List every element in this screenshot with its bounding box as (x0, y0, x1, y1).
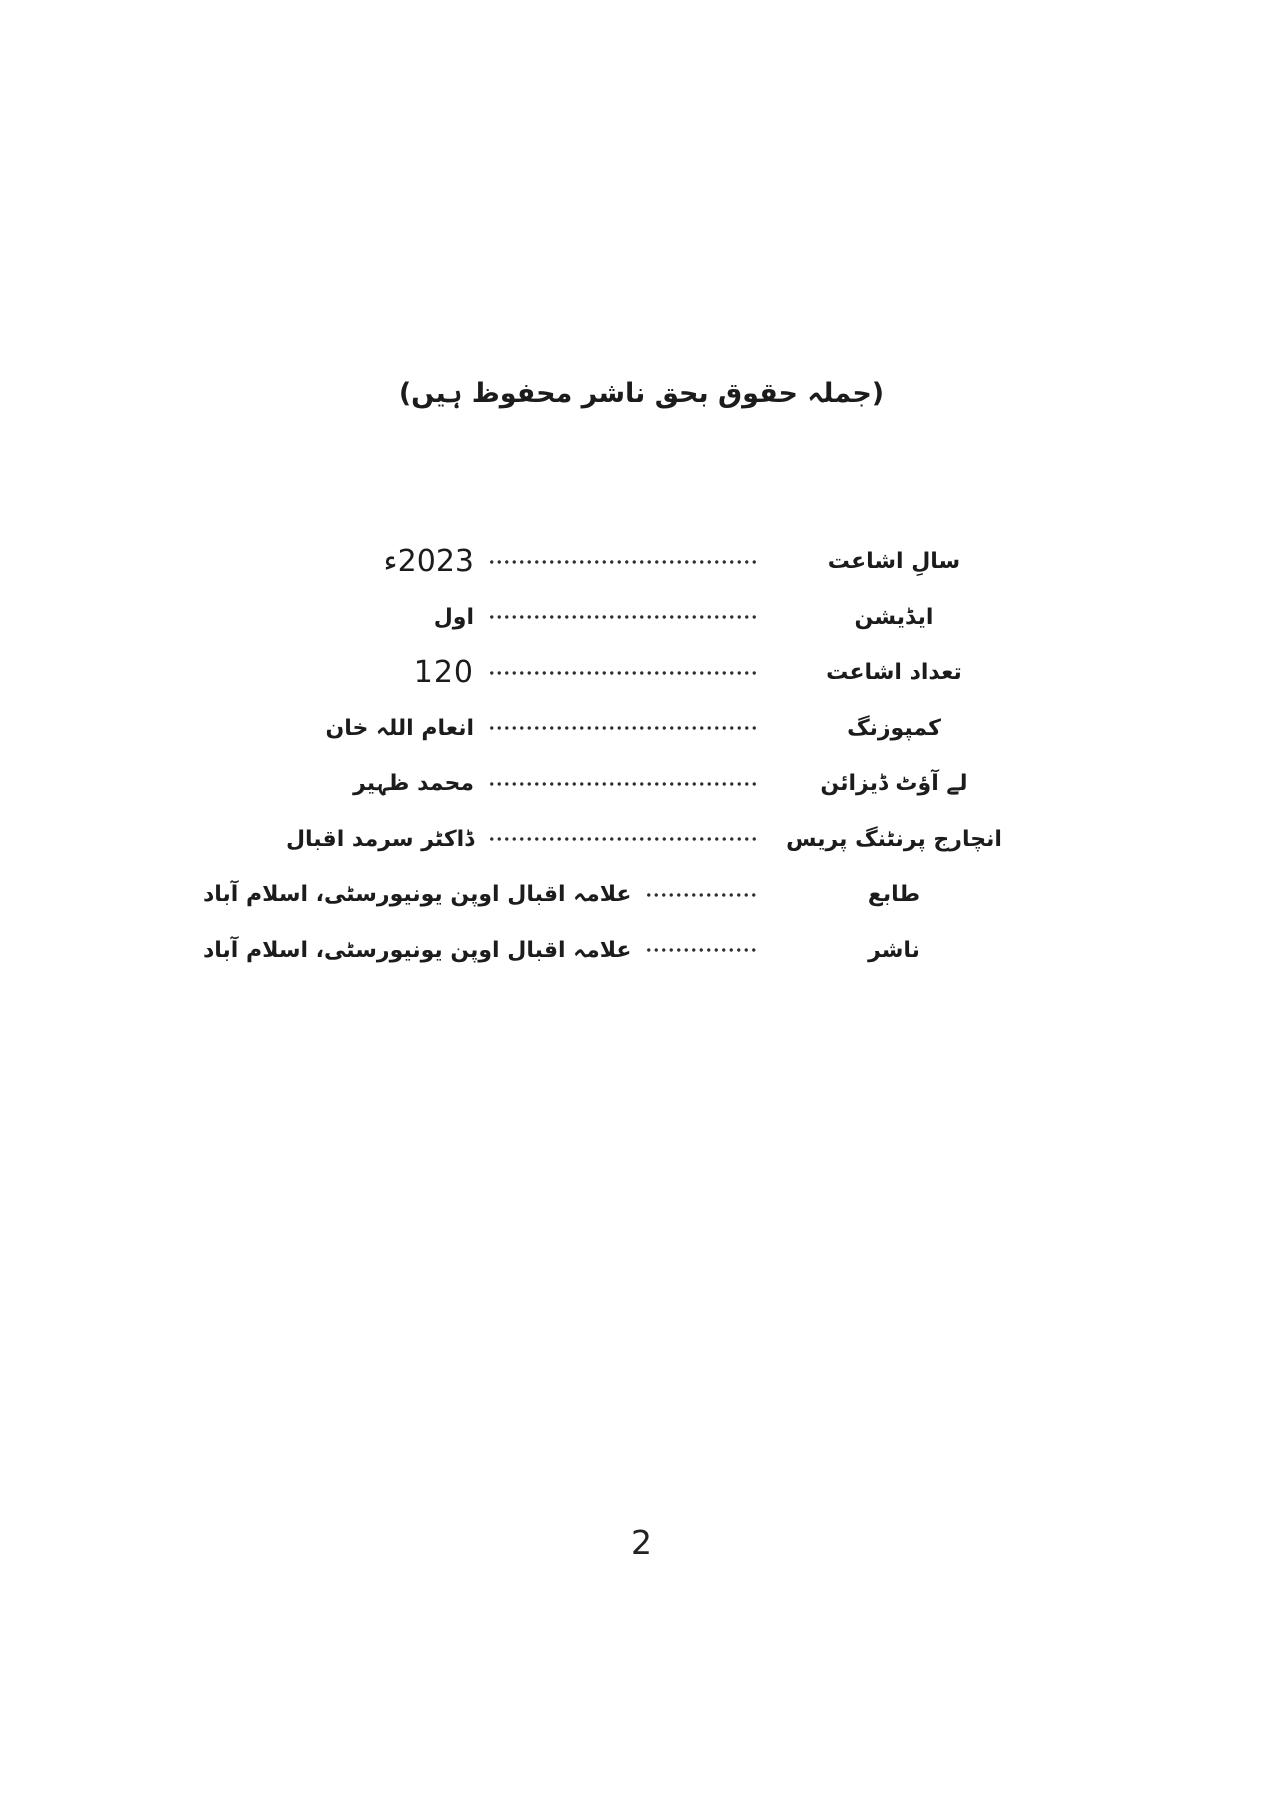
table-row (203, 534, 1018, 590)
publication-year-value: 2023ء (383, 544, 474, 580)
printer-value: علامہ اقبال اوپن یونیورسٹی، اسلام آباد (203, 882, 632, 908)
dotted-leader (488, 559, 756, 565)
print-run-label: تعداد اشاعت (826, 660, 962, 686)
table-row (203, 645, 1018, 701)
edition-value: اول (433, 604, 474, 630)
dotted-leader (488, 670, 756, 676)
dotted-leader (488, 836, 756, 842)
dotted-leader (488, 614, 756, 620)
layout-design-label: لے آؤٹ ڈیزائن (820, 771, 968, 797)
table-row (203, 701, 1018, 757)
table-row (203, 756, 1018, 812)
dotted-leader (645, 892, 756, 898)
dotted-leader (488, 725, 756, 731)
printing-press-incharge-label: انچارج پرنٹنگ پریس (786, 826, 1002, 852)
table-row (203, 867, 1018, 923)
publisher-value: علامہ اقبال اوپن یونیورسٹی، اسلام آباد (203, 937, 632, 963)
layout-design-value: محمد ظہیر (353, 771, 474, 797)
table-row (203, 812, 1018, 868)
dotted-leader (645, 947, 756, 953)
composing-value: انعام اللہ خان (325, 715, 474, 741)
table-row (203, 923, 1018, 979)
edition-label: ایڈیشن (854, 604, 934, 630)
table-row (203, 590, 1018, 646)
dotted-leader (488, 781, 756, 787)
page-number: 2 (631, 1523, 652, 1562)
publication-year-label: سالِ اشاعت (827, 549, 961, 575)
publication-details-table (203, 534, 1018, 978)
rights-reserved-heading: (جملہ حقوق بحق ناشر محفوظ ہیں) (398, 378, 885, 409)
printing-press-incharge-value: ڈاکٹر سرمد اقبال (285, 826, 474, 852)
printer-label: طابع (867, 882, 921, 908)
publisher-label: ناشر (868, 937, 920, 963)
print-run-value: 120 (413, 655, 474, 691)
composing-label: کمپوزنگ (847, 715, 941, 741)
